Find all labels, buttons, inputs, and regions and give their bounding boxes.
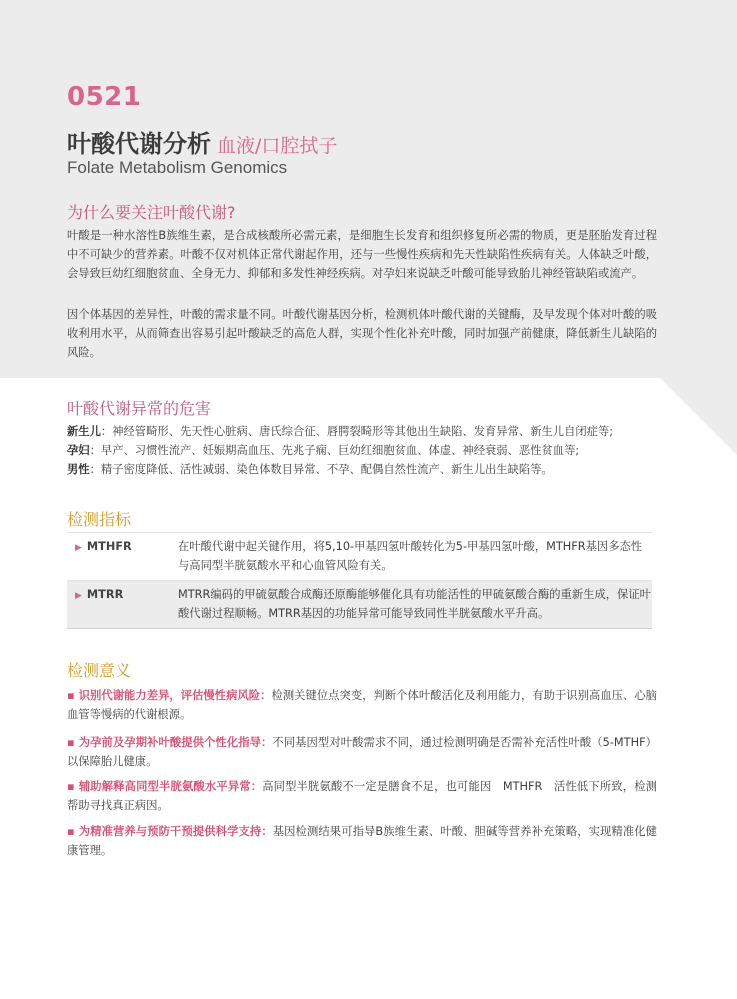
table-row [67, 532, 652, 580]
indicator-description: 在叶酸代谢中起关键作用，将5,10-甲基四氢叶酸转化为5-甲基四氢叶酸，MTHFR基因多态性与高同型半胱氨酸水平和心血管风险有关。 [178, 540, 643, 572]
indicators-heading: 检测指标 [67, 510, 132, 529]
title-main: 叶酸代谢分析 [67, 130, 211, 158]
triangle-bullet-icon: ▶ [75, 591, 82, 601]
why-paragraph-1: 叶酸是一种水溶性B族维生素，是合成核酸所必需元素，是细胞生长发育和组织修复所必需的物质，更是胚胎发育过程中不可缺少的营养素。叶酸不仅对机体正常代谢起作用，还与一些慢性疾病和先天性缺陷性疾病有关。人体缺乏叶酸，会导致巨幼红细胞贫血、全身无力、抑郁和多发性神经疾病。对孕妇来说缺乏叶酸可能导致胎儿神经管缺陷或流产。 [67, 229, 657, 280]
significance-lead: 辅助解释高同型半胱氨酸水平异常： [78, 780, 263, 793]
risk-item-newborn [67, 422, 667, 441]
risk-text: ：神经管畸形、先天性心脏病、唐氏综合征、唇腭裂畸形等其他出生缺陷、发育异常、新生儿自闭症等; [100, 425, 614, 438]
significance-item-4 [67, 822, 657, 860]
title-sample-type: 血液/口腔拭子 [217, 135, 338, 157]
significance-item-2 [67, 733, 657, 771]
indicator-name-cell [67, 585, 178, 623]
risk-label: 新生儿 [67, 425, 101, 438]
risk-item-male [67, 460, 667, 479]
significance-lead: 为精准营养与预防干预提供科学支持： [78, 825, 273, 838]
significance-text: 检测关键位点突变，判断个体叶酸活化及利用能力，有助于识别高血压、心脑血管等慢病的代谢根源。 [67, 689, 657, 721]
table-row [67, 580, 652, 629]
significance-lead: 为孕前及孕期补叶酸提供个性化指导： [78, 736, 273, 749]
indicators-table [67, 532, 652, 629]
bullet-dot-icon: ▪ [67, 825, 75, 838]
page-title [67, 124, 337, 159]
significance-lead: 识别代谢能力差异，评估慢性病风险： [78, 689, 272, 702]
significance-heading: 检测意义 [67, 661, 132, 680]
why-paragraph-2: 因个体基因的差异性，叶酸的需求量不同。叶酸代谢基因分析，检测机体叶酸代谢的关键酶，及早发现个体对叶酸的吸收利用水平，从而筛查出容易引起叶酸缺乏的高危人群，实现个性化补充叶酸，同时加强产前健康，降低新生儿缺陷的风险。 [67, 308, 657, 359]
bullet-dot-icon: ▪ [67, 689, 75, 702]
risks-list [67, 422, 667, 479]
significance-item-1 [67, 686, 657, 724]
risk-label: 孕妇 [67, 444, 90, 457]
significance-text: 不同基因型对叶酸需求不同，通过检测明确是否需补充活性叶酸（5-MTHF）以保障胎儿健康。 [67, 736, 657, 768]
indicator-name: MTRR [86, 588, 124, 601]
significance-item-3 [67, 777, 657, 815]
risk-label: 男性 [67, 463, 90, 476]
english-title: Folate Metabolism Genomics [67, 158, 288, 177]
risk-text: ：早产、习惯性流产、妊娠期高血压、先兆子痫、巨幼红细胞贫血、体虚、神经衰弱、恶性贫血等; [89, 444, 580, 457]
triangle-bullet-icon: ▶ [75, 543, 82, 553]
indicator-description: MTRR编码的甲硫氨酸合成酶还原酶能够催化具有功能活性的甲硫氨酸合酶的重新生成，保证叶酸代谢过程顺畅。MTRR基因的功能异常可能导致同性半胱氨酸水平升高。 [178, 588, 651, 620]
risk-text: ：精子密度降低、活性减弱、染色体数目异常、不孕、配偶自然性流产、新生儿出生缺陷等。 [89, 463, 553, 476]
risk-item-pregnant [67, 441, 667, 460]
significance-text: 高同型半胱氨酸不一定是膳食不足，也可能因 MTHFR 活性低下所致，检测帮助寻找真正病因。 [67, 780, 657, 812]
indicator-name: MTHFR [86, 540, 132, 553]
bullet-dot-icon: ▪ [67, 736, 75, 749]
product-code: 0521 [67, 82, 142, 112]
indicator-name-cell [67, 537, 178, 575]
significance-text: 基因检测结果可指导B族维生素、叶酸、胆碱等营养补充策略，实现精准化健康管理。 [67, 825, 657, 857]
risks-heading: 叶酸代谢异常的危害 [67, 399, 212, 418]
bullet-dot-icon: ▪ [67, 780, 75, 793]
why-heading: 为什么要关注叶酸代谢? [67, 203, 236, 222]
